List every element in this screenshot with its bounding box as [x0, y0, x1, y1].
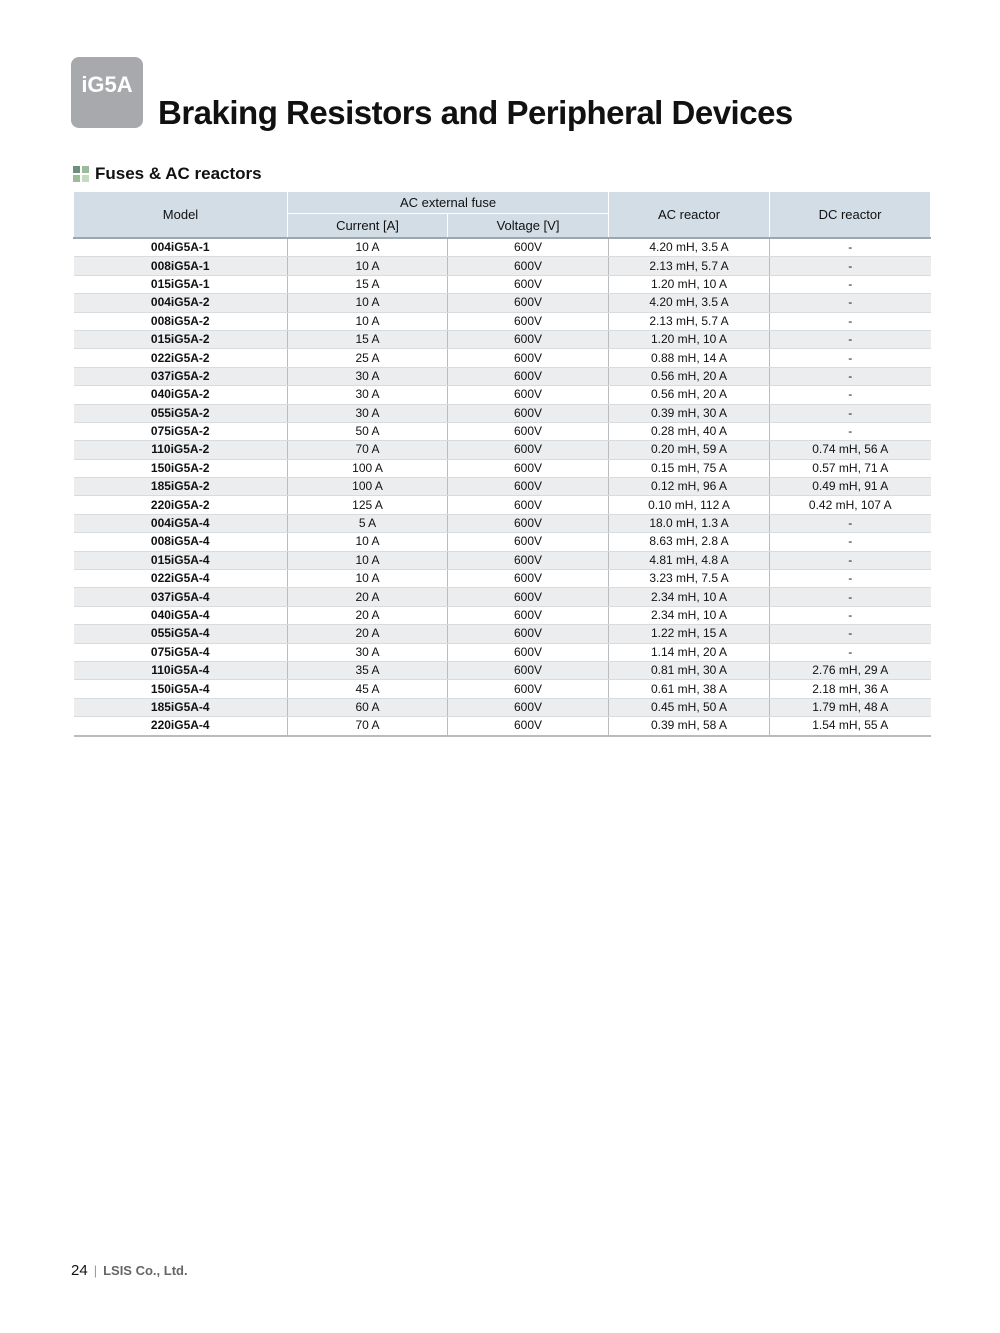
fuse-voltage-cell: 600V	[448, 275, 609, 293]
dc-reactor-cell: 0.57 mH, 71 A	[770, 459, 931, 477]
table-row	[74, 643, 931, 661]
fuse-voltage-cell: 600V	[448, 441, 609, 459]
section-heading	[73, 164, 262, 184]
ac-reactor-cell: 0.56 mH, 20 A	[609, 386, 770, 404]
header-ac-external-fuse: AC external fuse	[288, 192, 609, 214]
header-current: Current [A]	[288, 214, 448, 239]
company-name: LSIS Co., Ltd.	[103, 1263, 188, 1278]
fuse-voltage-cell: 600V	[448, 294, 609, 312]
fuse-voltage-cell: 600V	[448, 698, 609, 716]
ac-reactor-cell: 1.22 mH, 15 A	[609, 625, 770, 643]
product-badge: iG5A	[71, 57, 143, 128]
dc-reactor-cell: 0.74 mH, 56 A	[770, 441, 931, 459]
table-row	[74, 680, 931, 698]
fuse-current-cell: 10 A	[288, 257, 448, 275]
dc-reactor-cell: -	[770, 294, 931, 312]
ac-reactor-cell: 4.20 mH, 3.5 A	[609, 294, 770, 312]
model-cell: 055iG5A-4	[74, 625, 288, 643]
model-cell: 110iG5A-2	[74, 441, 288, 459]
fuse-current-cell: 10 A	[288, 533, 448, 551]
fuse-current-cell: 10 A	[288, 551, 448, 569]
dc-reactor-cell: -	[770, 606, 931, 624]
model-cell: 185iG5A-4	[74, 698, 288, 716]
ac-reactor-cell: 1.20 mH, 10 A	[609, 330, 770, 348]
table-row	[74, 533, 931, 551]
fuse-current-cell: 70 A	[288, 717, 448, 736]
fuse-voltage-cell: 600V	[448, 459, 609, 477]
dc-reactor-cell: -	[770, 551, 931, 569]
table-row	[74, 570, 931, 588]
fuse-voltage-cell: 600V	[448, 625, 609, 643]
table-row	[74, 386, 931, 404]
page-footer	[71, 1262, 188, 1279]
fuse-current-cell: 20 A	[288, 625, 448, 643]
fuse-voltage-cell: 600V	[448, 717, 609, 736]
fuse-voltage-cell: 600V	[448, 478, 609, 496]
table-row	[74, 496, 931, 514]
fuse-voltage-cell: 600V	[448, 680, 609, 698]
dc-reactor-cell: -	[770, 588, 931, 606]
dc-reactor-cell: 1.54 mH, 55 A	[770, 717, 931, 736]
table-row	[74, 441, 931, 459]
fuse-voltage-cell: 600V	[448, 386, 609, 404]
dc-reactor-cell: 2.18 mH, 36 A	[770, 680, 931, 698]
fuse-voltage-cell: 600V	[448, 404, 609, 422]
footer-separator: |	[93, 1263, 98, 1278]
fuse-current-cell: 125 A	[288, 496, 448, 514]
ac-reactor-cell: 1.20 mH, 10 A	[609, 275, 770, 293]
model-cell: 110iG5A-4	[74, 661, 288, 679]
dc-reactor-cell: 2.76 mH, 29 A	[770, 661, 931, 679]
fuse-voltage-cell: 600V	[448, 312, 609, 330]
model-cell: 220iG5A-4	[74, 717, 288, 736]
fuse-voltage-cell: 600V	[448, 643, 609, 661]
table-row	[74, 698, 931, 716]
ac-reactor-cell: 0.39 mH, 58 A	[609, 717, 770, 736]
model-cell: 015iG5A-1	[74, 275, 288, 293]
ac-reactor-cell: 0.39 mH, 30 A	[609, 404, 770, 422]
fuse-voltage-cell: 600V	[448, 422, 609, 440]
ac-reactor-cell: 0.56 mH, 20 A	[609, 367, 770, 385]
ac-reactor-cell: 2.13 mH, 5.7 A	[609, 312, 770, 330]
table-row	[74, 294, 931, 312]
fuse-current-cell: 5 A	[288, 514, 448, 532]
ac-reactor-cell: 4.20 mH, 3.5 A	[609, 238, 770, 257]
ac-reactor-cell: 0.10 mH, 112 A	[609, 496, 770, 514]
table-row	[74, 625, 931, 643]
table-row	[74, 478, 931, 496]
model-cell: 040iG5A-4	[74, 606, 288, 624]
table-row	[74, 312, 931, 330]
dc-reactor-cell: -	[770, 367, 931, 385]
fuse-current-cell: 35 A	[288, 661, 448, 679]
ac-reactor-cell: 1.14 mH, 20 A	[609, 643, 770, 661]
model-cell: 015iG5A-4	[74, 551, 288, 569]
ac-reactor-cell: 2.13 mH, 5.7 A	[609, 257, 770, 275]
dc-reactor-cell: -	[770, 238, 931, 257]
table-row	[74, 404, 931, 422]
fuses-reactors-table	[73, 192, 931, 737]
grid-squares-icon	[73, 166, 89, 182]
table-row	[74, 275, 931, 293]
fuse-voltage-cell: 600V	[448, 496, 609, 514]
ac-reactor-cell: 0.61 mH, 38 A	[609, 680, 770, 698]
fuse-voltage-cell: 600V	[448, 570, 609, 588]
model-cell: 185iG5A-2	[74, 478, 288, 496]
fuse-current-cell: 15 A	[288, 330, 448, 348]
ac-reactor-cell: 0.12 mH, 96 A	[609, 478, 770, 496]
fuse-voltage-cell: 600V	[448, 661, 609, 679]
dc-reactor-cell: -	[770, 330, 931, 348]
ac-reactor-cell: 4.81 mH, 4.8 A	[609, 551, 770, 569]
model-cell: 015iG5A-2	[74, 330, 288, 348]
dc-reactor-cell: -	[770, 422, 931, 440]
dc-reactor-cell: -	[770, 275, 931, 293]
dc-reactor-cell: -	[770, 643, 931, 661]
page-number: 24	[71, 1262, 88, 1279]
fuse-voltage-cell: 600V	[448, 533, 609, 551]
ac-reactor-cell: 2.34 mH, 10 A	[609, 606, 770, 624]
fuse-voltage-cell: 600V	[448, 551, 609, 569]
fuse-current-cell: 10 A	[288, 294, 448, 312]
table-row	[74, 422, 931, 440]
model-cell: 008iG5A-4	[74, 533, 288, 551]
fuse-current-cell: 60 A	[288, 698, 448, 716]
ac-reactor-cell: 2.34 mH, 10 A	[609, 588, 770, 606]
fuse-current-cell: 30 A	[288, 386, 448, 404]
model-cell: 004iG5A-4	[74, 514, 288, 532]
fuse-voltage-cell: 600V	[448, 349, 609, 367]
fuse-voltage-cell: 600V	[448, 514, 609, 532]
dc-reactor-cell: -	[770, 349, 931, 367]
fuse-current-cell: 100 A	[288, 478, 448, 496]
page-title: Braking Resistors and Peripheral Devices	[158, 94, 793, 131]
fuse-voltage-cell: 600V	[448, 330, 609, 348]
fuse-current-cell: 20 A	[288, 606, 448, 624]
dc-reactor-cell: -	[770, 312, 931, 330]
table-row	[74, 330, 931, 348]
model-cell: 022iG5A-2	[74, 349, 288, 367]
dc-reactor-cell: -	[770, 570, 931, 588]
dc-reactor-cell: 0.42 mH, 107 A	[770, 496, 931, 514]
fuse-voltage-cell: 600V	[448, 606, 609, 624]
dc-reactor-cell: -	[770, 533, 931, 551]
fuse-voltage-cell: 600V	[448, 238, 609, 257]
ac-reactor-cell: 18.0 mH, 1.3 A	[609, 514, 770, 532]
ac-reactor-cell: 0.28 mH, 40 A	[609, 422, 770, 440]
dc-reactor-cell: -	[770, 514, 931, 532]
model-cell: 037iG5A-4	[74, 588, 288, 606]
fuse-current-cell: 10 A	[288, 570, 448, 588]
model-cell: 008iG5A-2	[74, 312, 288, 330]
table-row	[74, 349, 931, 367]
table-row	[74, 606, 931, 624]
table-row	[74, 551, 931, 569]
table-row	[74, 514, 931, 532]
table-row	[74, 717, 931, 736]
table-row	[74, 257, 931, 275]
header-voltage: Voltage [V]	[448, 214, 609, 239]
model-cell: 004iG5A-2	[74, 294, 288, 312]
header-ac-reactor: AC reactor	[609, 192, 770, 238]
fuse-current-cell: 10 A	[288, 312, 448, 330]
fuse-current-cell: 30 A	[288, 367, 448, 385]
model-cell: 040iG5A-2	[74, 386, 288, 404]
table-row	[74, 459, 931, 477]
ac-reactor-cell: 8.63 mH, 2.8 A	[609, 533, 770, 551]
model-cell: 150iG5A-2	[74, 459, 288, 477]
dc-reactor-cell: 1.79 mH, 48 A	[770, 698, 931, 716]
table-row	[74, 238, 931, 257]
ac-reactor-cell: 0.45 mH, 50 A	[609, 698, 770, 716]
model-cell: 022iG5A-4	[74, 570, 288, 588]
ac-reactor-cell: 0.81 mH, 30 A	[609, 661, 770, 679]
fuse-current-cell: 15 A	[288, 275, 448, 293]
fuse-voltage-cell: 600V	[448, 367, 609, 385]
dc-reactor-cell: -	[770, 404, 931, 422]
ac-reactor-cell: 0.88 mH, 14 A	[609, 349, 770, 367]
table-row	[74, 588, 931, 606]
header-model: Model	[74, 192, 288, 238]
dc-reactor-cell: -	[770, 625, 931, 643]
model-cell: 037iG5A-2	[74, 367, 288, 385]
fuse-current-cell: 25 A	[288, 349, 448, 367]
model-cell: 150iG5A-4	[74, 680, 288, 698]
model-cell: 055iG5A-2	[74, 404, 288, 422]
model-cell: 075iG5A-2	[74, 422, 288, 440]
table-row	[74, 661, 931, 679]
ac-reactor-cell: 3.23 mH, 7.5 A	[609, 570, 770, 588]
header-dc-reactor: DC reactor	[770, 192, 931, 238]
ac-reactor-cell: 0.15 mH, 75 A	[609, 459, 770, 477]
fuse-current-cell: 70 A	[288, 441, 448, 459]
model-cell: 004iG5A-1	[74, 238, 288, 257]
fuse-voltage-cell: 600V	[448, 588, 609, 606]
fuse-current-cell: 50 A	[288, 422, 448, 440]
dc-reactor-cell: -	[770, 386, 931, 404]
dc-reactor-cell: 0.49 mH, 91 A	[770, 478, 931, 496]
fuse-current-cell: 20 A	[288, 588, 448, 606]
table-row	[74, 367, 931, 385]
model-cell: 220iG5A-2	[74, 496, 288, 514]
model-cell: 008iG5A-1	[74, 257, 288, 275]
dc-reactor-cell: -	[770, 257, 931, 275]
fuse-current-cell: 100 A	[288, 459, 448, 477]
fuse-current-cell: 30 A	[288, 643, 448, 661]
fuse-current-cell: 45 A	[288, 680, 448, 698]
fuse-voltage-cell: 600V	[448, 257, 609, 275]
ac-reactor-cell: 0.20 mH, 59 A	[609, 441, 770, 459]
fuse-current-cell: 10 A	[288, 238, 448, 257]
fuse-current-cell: 30 A	[288, 404, 448, 422]
section-title: Fuses & AC reactors	[95, 164, 262, 183]
model-cell: 075iG5A-4	[74, 643, 288, 661]
